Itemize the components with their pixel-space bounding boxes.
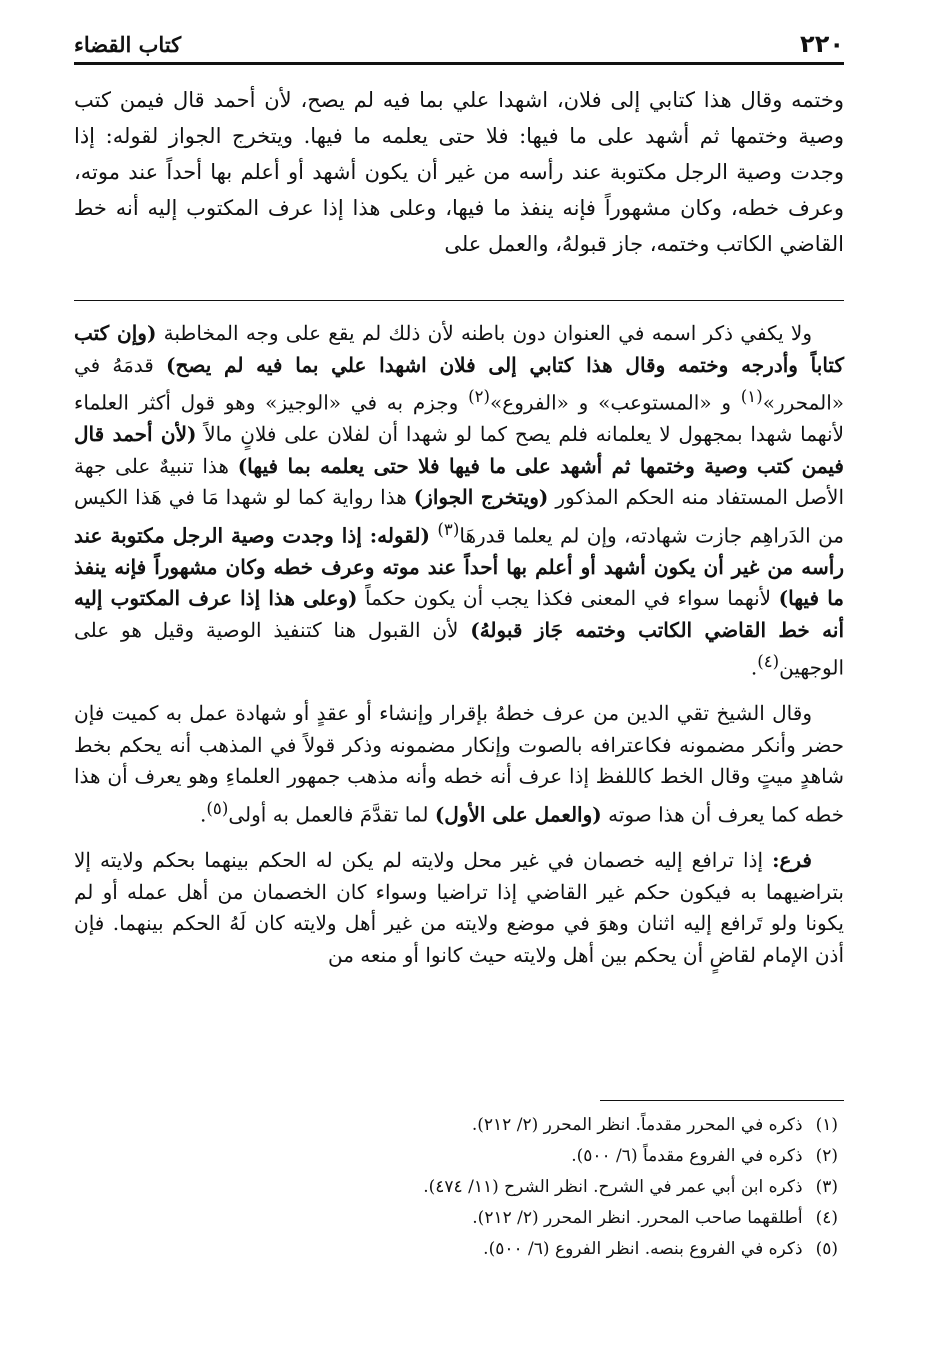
commentary-text: .: [200, 802, 207, 827]
commentary-text: ولا يكفي ذكر اسمه في العنوان دون باطنه لأن ذلك لم يقع على وجه المخاطبة: [156, 321, 812, 345]
footnote-ref: (٢): [468, 387, 491, 406]
commentary-text: قدمَهُ في «المحرر»: [74, 352, 844, 415]
commentary-text: و «المستوعب» و «الفروع»: [490, 390, 741, 415]
quoted-matn: (ويتخرج الجواز): [413, 485, 549, 510]
footnote-ref: (١): [740, 387, 763, 406]
page-header: [74, 22, 844, 65]
footnote-text: ذكره في الفروع بنصه. انظر الفروع (٦/ ٥٠٠).: [483, 1239, 803, 1259]
footnote-ref: (٥): [206, 798, 229, 818]
main-text-divider: [74, 300, 844, 301]
commentary-text: وجزم به في «الوجيز» وهو قول أكثر العلماء لأنهما شهدا بمجهول لا يعلمانه فلم يصح كما لو شهدا أن لفلان على فلانٍ مالاً: [74, 390, 844, 447]
running-head: كتاب القضاء: [74, 32, 182, 57]
quoted-matn: (وإن كتب كتاباً وأدرجه وختمه وقال هذا كتابي إلى فلان اشهدا علي بما فيه لم يصح): [74, 321, 844, 377]
footnote: [74, 1234, 844, 1265]
footnote-ref: (٤): [757, 652, 780, 672]
footnote-number: (٣): [815, 1177, 838, 1197]
footnote: [74, 1172, 844, 1203]
commentary-text: إذا ترافع إليه خصمان في غير محل ولايته لم يكن له الحكم بينهما بحكم ولايته إلا بتراضيهما به فيكون حكم غير القاضي إذا تراضيا وسواء كان الخصمان من أهل عمله أو لم يكونا ولو تَرافع إليه اثنان وهوَ في موضع ولايته من غير أهل ولايته كان لَهُ الحكم بينهما. فإن أذن الإمام لقاضٍ أن يحكم بين أهل ولايته حيث كانوا أو منعه من: [74, 848, 844, 967]
footnote-text: أطلقهما صاحب المحرر. انظر المحرر (٢/ ٢١٢).: [472, 1208, 803, 1228]
footnote-number: (١): [815, 1115, 838, 1135]
footnote-number: (٢): [815, 1146, 838, 1166]
quoted-matn: (وعلى هذا إذا عرف المكتوب إليه أنه خط القاضي الكاتب وختمه جَاز قبولهُ): [74, 586, 844, 642]
footnotes-divider: [600, 1100, 844, 1101]
footnotes: [74, 1110, 844, 1265]
commentary-text: وقال الشيخ تقي الدين من عرف خطهُ بإقرار وإنشاء أو عقدٍ أو شهادة عمل به كميت فإن حضر وأنكر مضمونه فكاعترافه بالصوت وإنكار مضمونه وذكر قولاً في المذهب أنه يحكم بخط شاهدٍ ميتٍ وقال الخط كاللفظ إذا عرف أنه خطه وأنه مذهب جمهور العلماءِ وهو يعرف أن هذا خطه كما يعرف أن هذا صوته: [74, 701, 844, 827]
footnote-text: ذكره في الفروع مقدماً (٦/ ٥٠٠).: [571, 1146, 803, 1166]
main-text-paragraph: وختمه وقال هذا كتابي إلى فلان، اشهدا علي بما فيه لم يصح، لأن أحمد قال فيمن كتب وصية وختمها ثم أشهد على ما فيها: فلا حتى يعلمه ما فيها. ويتخرج الجواز لقوله: إذا وجدت وصية الرجل مكتوبة عند رأسه من غير أن يكون أشهد أو أعلم بها أحداً عند موته، وعرف خطه، وكان مشهوراً فإنه ينفذ ما فيها، وعلى هذا إذا عرف المكتوب إليه أنه خط القاضي الكاتب وختمه، جاز قبولهُ، والعمل على: [74, 88, 844, 256]
quoted-matn: (لقوله: إذا وجدت وصية الرجل مكتوبة عند رأسه من غير أن يكون أشهد أو أعلم بها أحداً عند موته وعرف خطه وكان مشهوراً فإنه ينفذ ما فيها): [74, 523, 845, 611]
commentary-text: لما تقدَّمَ فالعمل به أولى: [228, 802, 435, 827]
footnote-text: ذكره في المحرر مقدماً. انظر المحرر (٢/ ٢١٢).: [471, 1115, 803, 1135]
commentary-paragraph-3: [74, 845, 844, 971]
footnote-number: (٤): [815, 1208, 838, 1228]
commentary-text: .: [750, 655, 758, 680]
commentary-text: هذا رواية كما لو شهدا مَا في هَذا الكيس من الدَراهِم جازت شهادته، وإن لم يعلما قدرهَا: [74, 485, 845, 548]
footnote: [74, 1203, 844, 1234]
commentary-text: لأن القبول هنا كتنفيذ الوصية وقيل هو على الوجهين: [74, 617, 844, 680]
section-label: فرع:: [772, 848, 812, 873]
footnote-ref: (٣): [437, 519, 460, 539]
commentary: [74, 318, 844, 985]
commentary-paragraph-1: [74, 318, 844, 684]
commentary-text: هذا تنبيهٌ على جهة الأصل المستفاد منه الحكم المذكور: [74, 453, 844, 510]
quoted-matn: (لأن أحمد قال فيمن كتب وصية وختمها ثم أشهد على ما فيها فلا حتى يعلمه بما فيها): [74, 422, 844, 478]
main-text: [74, 82, 844, 262]
footnote-text: ذكره ابن أبي عمر في الشرح. انظر الشرح (١١/ ٤٧٤).: [423, 1177, 803, 1197]
footnote: [74, 1141, 844, 1172]
page-number: ٢٢٠: [800, 30, 844, 58]
commentary-paragraph-2: [74, 698, 844, 831]
quoted-matn: (والعمل على الأول): [434, 802, 602, 827]
footnote-number: (٥): [815, 1239, 838, 1259]
commentary-text: لأنهما سواء في المعنى فكذا يجب أن يكون حكماً: [357, 586, 779, 611]
footnote: [74, 1110, 844, 1141]
